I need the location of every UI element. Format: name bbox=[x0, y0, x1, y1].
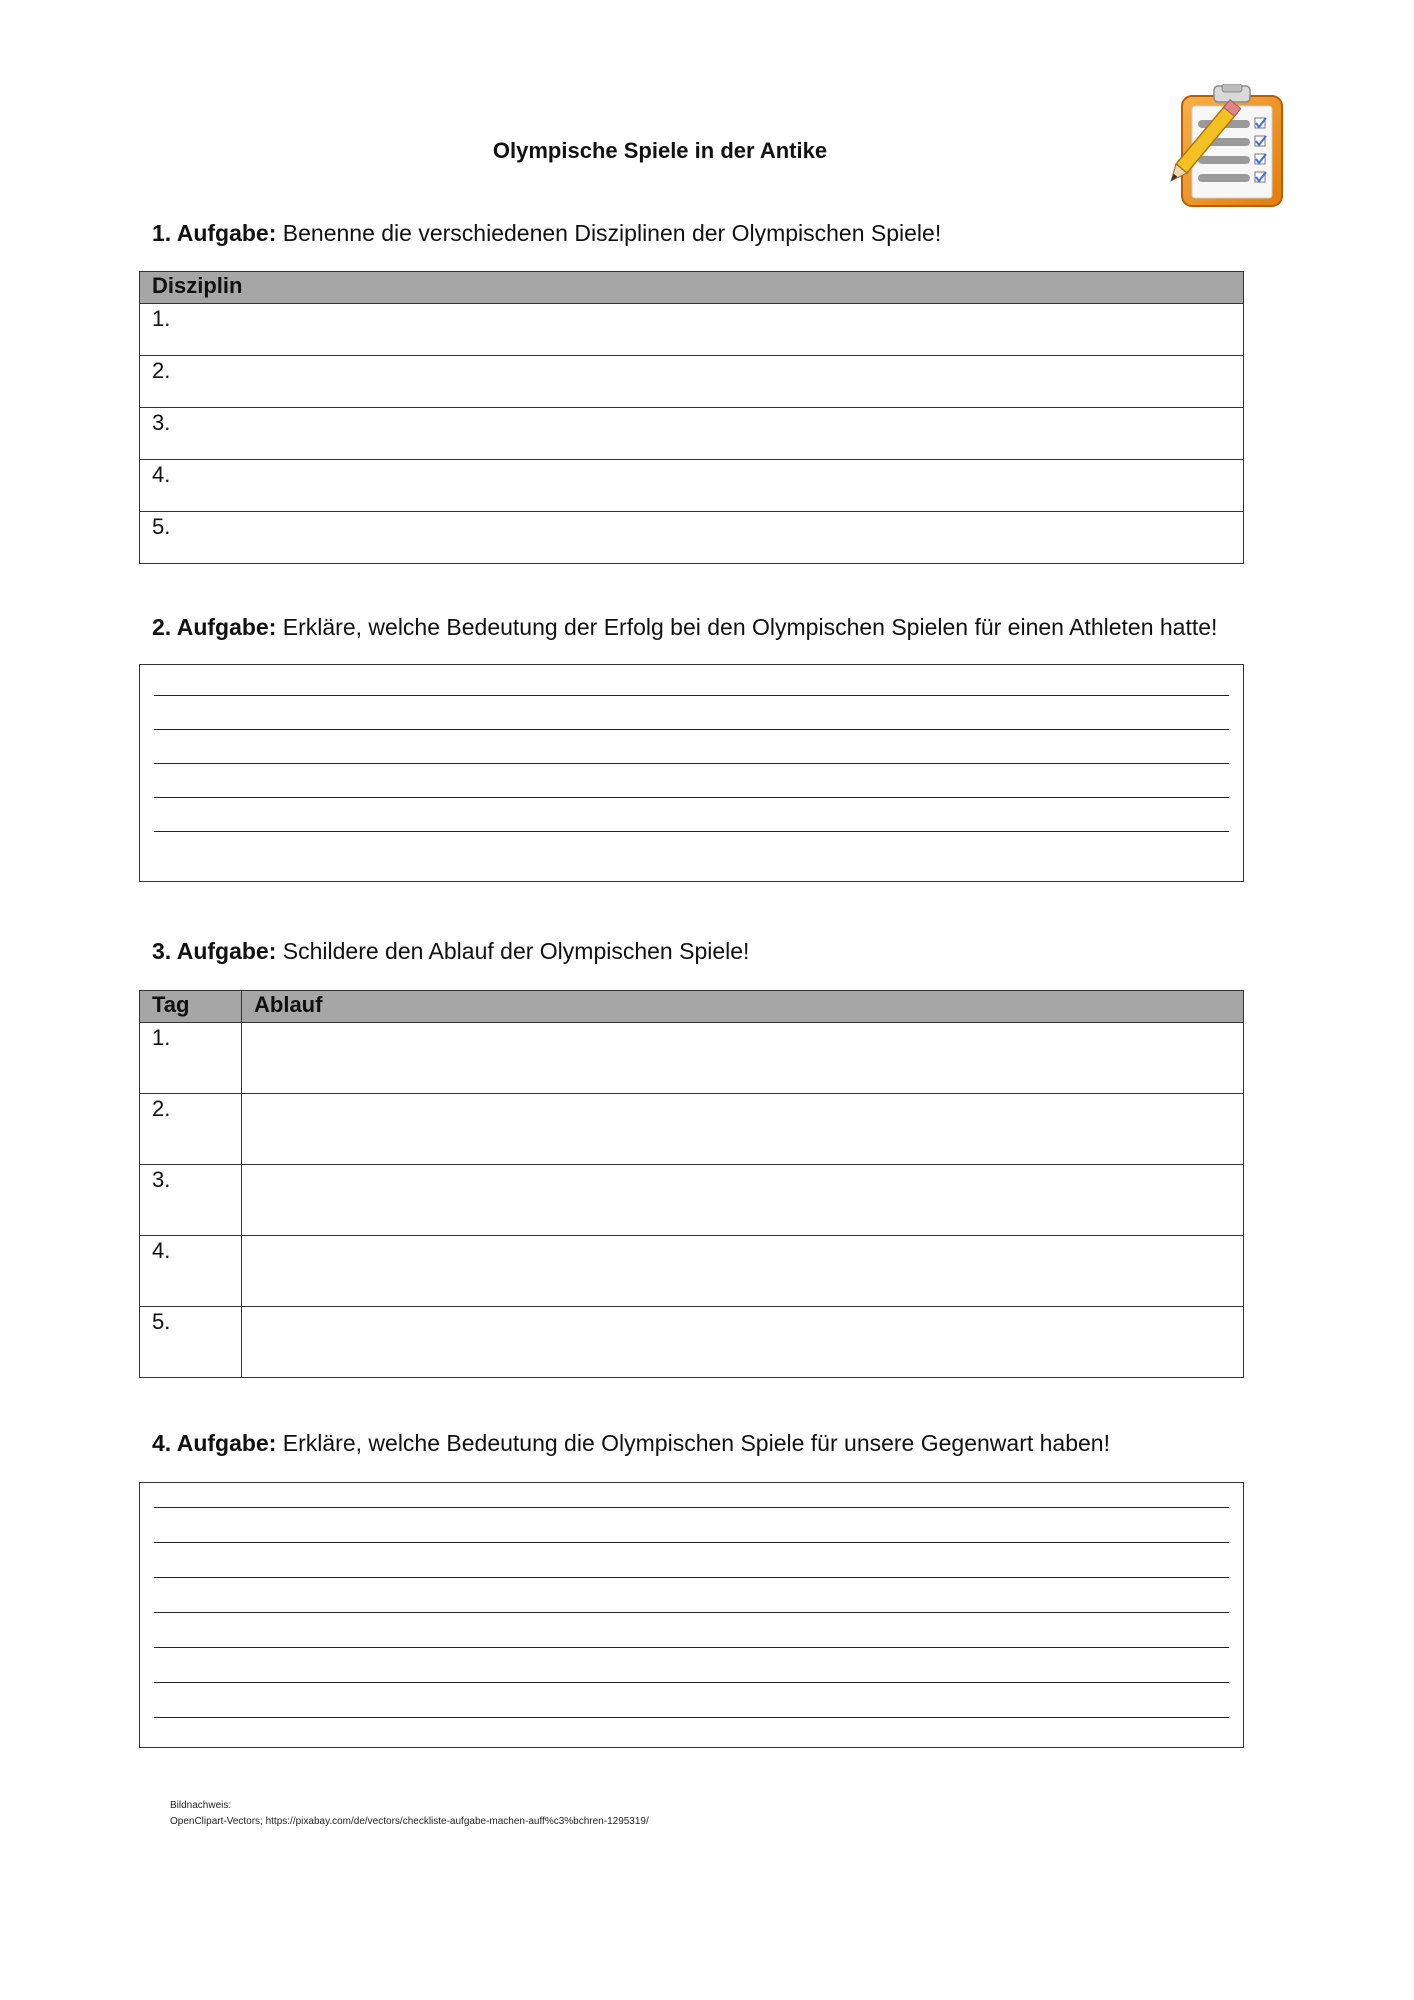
task-2-label: 2. Aufgabe: bbox=[152, 614, 277, 640]
task-1-prompt bbox=[152, 220, 941, 247]
task-2-text: Erkläre, welche Bedeutung der Erfolg bei den Olympischen Spielen für einen Athleten hatte! bbox=[276, 614, 1218, 640]
answer-line bbox=[154, 1542, 1229, 1543]
page-title: Olympische Spiele in der Antike bbox=[492, 138, 828, 163]
answer-line bbox=[154, 763, 1229, 764]
schedule-cell-3[interactable] bbox=[242, 1165, 1244, 1236]
task-1-label: 1. Aufgabe: bbox=[152, 220, 277, 246]
task-3-label: 3. Aufgabe: bbox=[152, 938, 277, 964]
disciplines-table bbox=[139, 271, 1244, 564]
day-cell-4: 4. bbox=[140, 1236, 242, 1307]
table-row bbox=[140, 304, 1244, 356]
day-cell-2: 2. bbox=[140, 1094, 242, 1165]
clipboard-checklist-icon bbox=[1162, 84, 1286, 210]
table-row bbox=[140, 1023, 1244, 1094]
task-2-prompt bbox=[152, 614, 1217, 641]
answer-line bbox=[154, 1717, 1229, 1718]
discipline-cell-4[interactable]: 4. bbox=[140, 460, 1244, 512]
answer-line bbox=[154, 831, 1229, 832]
answer-line bbox=[154, 729, 1229, 730]
task-2-answer-box[interactable] bbox=[139, 664, 1244, 882]
answer-line bbox=[154, 1577, 1229, 1578]
task-3-prompt bbox=[152, 938, 749, 965]
day-cell-5: 5. bbox=[140, 1307, 242, 1378]
task-4-label: 4. Aufgabe: bbox=[152, 1430, 277, 1456]
answer-line bbox=[154, 1647, 1229, 1648]
table-row bbox=[140, 408, 1244, 460]
schedule-cell-4[interactable] bbox=[242, 1236, 1244, 1307]
task-4-answer-box[interactable] bbox=[139, 1482, 1244, 1748]
day-cell-3: 3. bbox=[140, 1165, 242, 1236]
table-row bbox=[140, 356, 1244, 408]
answer-line bbox=[154, 797, 1229, 798]
disciplines-header: Disziplin bbox=[140, 272, 1244, 304]
task-1-text: Benenne die verschiedenen Disziplinen der Olympischen Spiele! bbox=[276, 220, 942, 246]
discipline-cell-3[interactable]: 3. bbox=[140, 408, 1244, 460]
discipline-cell-5[interactable]: 5. bbox=[140, 512, 1244, 564]
schedule-cell-2[interactable] bbox=[242, 1094, 1244, 1165]
schedule-table bbox=[139, 990, 1244, 1378]
table-row bbox=[140, 1094, 1244, 1165]
schedule-cell-5[interactable] bbox=[242, 1307, 1244, 1378]
image-credit-label: Bildnachweis: bbox=[170, 1800, 232, 1811]
task-4-text: Erkläre, welche Bedeutung die Olympischen Spiele für unsere Gegenwart haben! bbox=[276, 1430, 1110, 1456]
task-3-text: Schildere den Ablauf der Olympischen Spiele! bbox=[276, 938, 750, 964]
table-row bbox=[140, 460, 1244, 512]
task-4-prompt bbox=[152, 1430, 1110, 1457]
answer-line bbox=[154, 1682, 1229, 1683]
image-credit-source: OpenClipart-Vectors; https://pixabay.com/de/vectors/checkliste-aufgabe-machen-auff%c3%bchren-1295319/ bbox=[170, 1816, 649, 1827]
discipline-cell-1[interactable]: 1. bbox=[140, 304, 1244, 356]
table-row bbox=[140, 1165, 1244, 1236]
answer-line bbox=[154, 1612, 1229, 1613]
schedule-cell-1[interactable] bbox=[242, 1023, 1244, 1094]
image-credit bbox=[170, 1798, 649, 1830]
day-cell-1: 1. bbox=[140, 1023, 242, 1094]
schedule-header: Ablauf bbox=[242, 991, 1244, 1023]
day-header: Tag bbox=[140, 991, 242, 1023]
table-row bbox=[140, 1307, 1244, 1378]
table-row bbox=[140, 1236, 1244, 1307]
discipline-cell-2[interactable]: 2. bbox=[140, 356, 1244, 408]
answer-line bbox=[154, 695, 1229, 696]
answer-line bbox=[154, 1507, 1229, 1508]
table-row bbox=[140, 512, 1244, 564]
